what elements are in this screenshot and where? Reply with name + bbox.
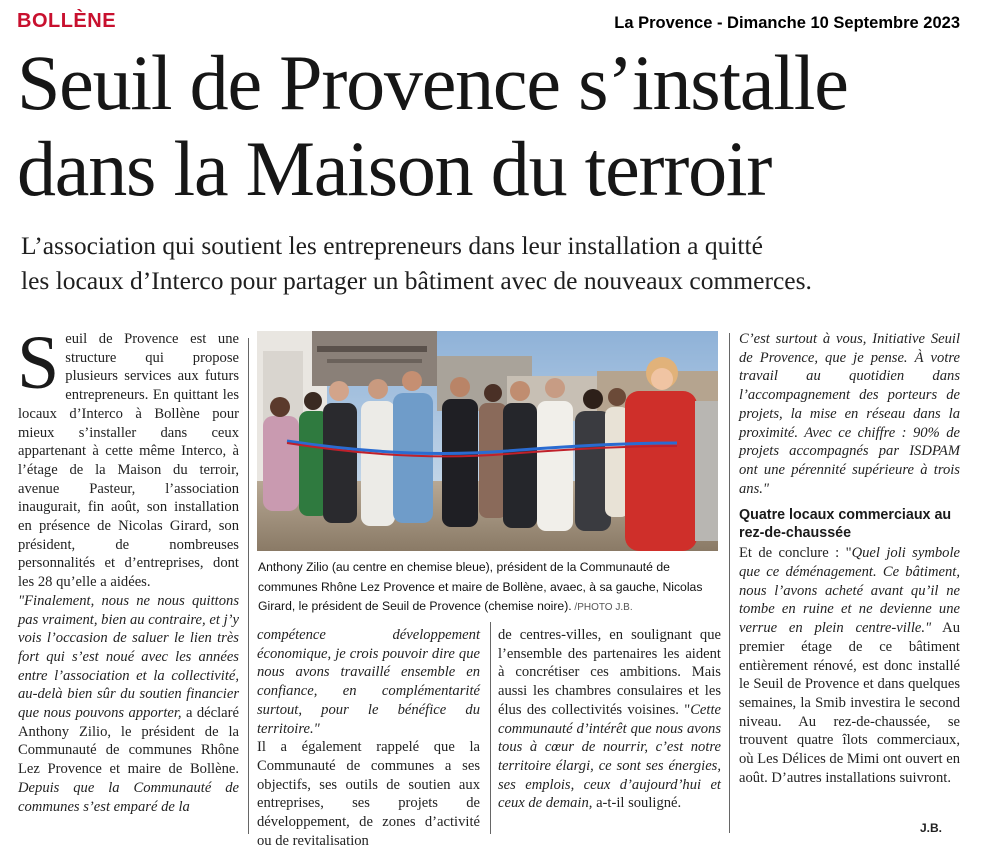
- paragraph-text: Au premier étage de ce bâtiment entièrement rénové, est donc installé le Seuil de Provence et dans quelques semaines, la Smib investira le second niveau. Au rez-de-chaussée, se trouvent quatre îlots commerciaux, où Les Délices de Mimi ont ouvert en août. D’autres installations suivront.: [739, 620, 960, 786]
- column-rule: [248, 622, 249, 834]
- article-column-3: [498, 626, 721, 813]
- photo-credit: /PHOTO J.B.: [571, 602, 633, 613]
- author-signature: J.B.: [920, 821, 943, 835]
- paragraph-text: a-t-il souligné.: [592, 795, 682, 812]
- standfirst: [21, 228, 971, 298]
- drop-cap: S: [17, 321, 60, 405]
- quote-text: "Finalement, nous ne nous quittons pas vraiment, bien au contraire, et j’y vois l’occasion de saluer le lien très fort qui s’est noué avec les années entre l’association et la collectivité, au-delà bien sûr du soutien financier que nous pouvons apporter,: [18, 592, 239, 722]
- standfirst-line: les locaux d’Interco pour partager un bâtiment avec de nouveaux commerces.: [21, 266, 812, 295]
- article-column-2: [257, 626, 480, 850]
- article-column-4: [739, 330, 960, 787]
- subheading: Quatre locaux commerciaux au rez-de-chaussée: [739, 507, 952, 542]
- column-rule: [248, 338, 249, 623]
- quote-text: Depuis que la Communauté de communes s’est emparé de la: [18, 779, 239, 815]
- ribbon-cutting-photo: [257, 331, 718, 551]
- article-photo: [257, 331, 718, 551]
- paragraph-text: a déclaré Anthony Zilio, le président de la Communauté de communes Rhône Lez Provence et maire de Bollène.: [18, 705, 239, 778]
- column-rule: [490, 622, 491, 834]
- headline: [17, 40, 977, 212]
- paragraph: [739, 544, 960, 787]
- paragraph-text: de centres-villes, en soulignant que l’ensemble des partenaires les aident à concrétiser ces ambitions. Mais aussi les chambres consulaires et les élus des collectivités voisines. ": [498, 627, 721, 718]
- column-rule: [729, 333, 730, 833]
- headline-line: dans la Maison du terroir: [17, 125, 772, 212]
- quote-text: compétence développement économique, je crois pouvoir dire que nous avons travaillé ensemble en confiance, en complémentarité surtout, pour le bénéfice du territoire.": [257, 627, 480, 737]
- paragraph: [498, 626, 721, 813]
- caption-text: Anthony Zilio (au centre en chemise bleue), président de la Communauté de communes Rhône Lez Provence et maire de Bollène, avaec, à sa gauche, Nicolas Girard, le président de Seuil de Provence (chemise noire).: [258, 560, 703, 613]
- headline-line: Seuil de Provence s’installe: [17, 39, 848, 126]
- article-column-1: [17, 321, 239, 816]
- publication-dateline: La Provence - Dimanche 10 Septembre 2023: [614, 14, 960, 32]
- section-label: BOLLÈNE: [17, 10, 117, 32]
- paragraph: [18, 592, 239, 816]
- standfirst-line: L’association qui soutient les entrepreneurs dans leur installation a quitté: [21, 231, 763, 260]
- photo-caption: [258, 558, 720, 618]
- paragraph: [17, 321, 239, 592]
- quote-text: Cette communauté d’intérêt que nous avons tous à cœur de nourrir, c’est notre territoire élargi, ce sont ses énergies, ses emplois, ceux d’aujourd’hui et ceux de demain,: [498, 701, 721, 812]
- quote-text: Quel joli symbole que ce déménagement. Ce bâtiment, nous l’avons acheté avant qu’il ne tombe en ruine et ne devienne une verrue en plein centre-ville.": [739, 545, 960, 637]
- paragraph-text: euil de Provence est une structure qui propose plusieurs services aux futurs entrepreneurs. En quittant les locaux d’Interco à Bollène pour mieux s’installer dans ceux appartenant à cette même Interco, à l’étage de la Maison du terroir, avenue Pasteur, l’association inaugurait, fin août, son installation en présence de Nicolas Girard, son président, de nombreuses personnalités et d’entreprises, dont les 28 qu’elle a aidées.: [18, 331, 239, 591]
- paragraph-text: Et de conclure : ": [739, 545, 852, 562]
- paragraph-text: Il a également rappelé que la Communauté de communes a ses objectifs, ses outils de soutien aux entreprises, ses projets de développement, de zones d’activité ou de revitalisation: [257, 739, 480, 849]
- quote-text: C’est surtout à vous, Initiative Seuil de Provence, que je pense. À votre travail au quotidien dans l’accompagnement des porteurs de projets, la mise en réseau dans la proximité. Avec ce chiffre : 90% de projets accompagnés par ISDPAM ont une pérennité supérieure à trois ans.": [739, 331, 960, 497]
